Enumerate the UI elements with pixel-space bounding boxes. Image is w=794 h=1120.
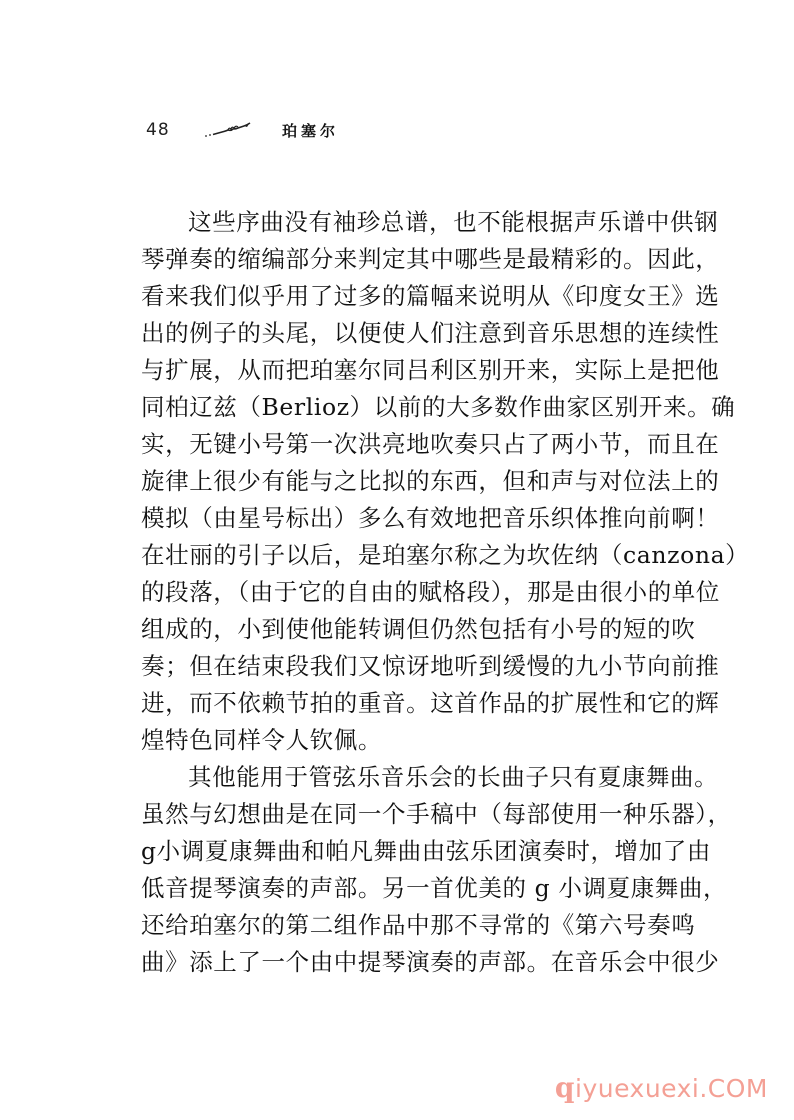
page-header: [146, 116, 339, 144]
text-line: g小调夏康舞曲和帕凡舞曲由弦乐团演奏时，增加了由: [141, 837, 711, 865]
running-title: 珀塞尔: [282, 121, 340, 140]
text-line: 这些序曲没有袖珍总谱，也不能根据声乐谱中供钢: [188, 208, 719, 236]
text-line: 旋律上很少有能与之比拟的东西，但和声与对位法上的: [141, 467, 720, 495]
text-line: 在壮丽的引子以后，是珀塞尔称之为坎佐纳（canzona）: [141, 541, 750, 569]
text-line: 琴弹奏的缩编部分来判定其中哪些是最精彩的。因此，: [141, 245, 720, 273]
text-line: 低音提琴演奏的声部。另一首优美的 g 小调夏康舞曲，: [141, 874, 728, 902]
page-number: 48: [146, 120, 170, 140]
pen-flourish-icon: [204, 122, 252, 138]
text-line: 出的例子的头尾，以便使人们注意到音乐思想的连续性: [141, 319, 720, 347]
text-line: 其他能用于管弦乐音乐会的长曲子只有夏康舞曲。: [188, 763, 719, 791]
watermark-logo-letter: q: [554, 1071, 575, 1104]
text-line: 与扩展，从而把珀塞尔同吕利区别开来，实际上是把他: [141, 356, 720, 384]
text-line: 进，而不依赖节拍的重音。这首作品的扩展性和它的辉: [141, 689, 720, 717]
body-text: [141, 204, 750, 981]
text-line: 看来我们似乎用了过多的篇幅来说明从《印度女王》选: [141, 282, 720, 310]
text-line: 组成的，小到使他能转调但仍然包括有小号的短的吹: [141, 615, 696, 643]
text-line: 实，无键小号第一次洪亮地吹奏只占了两小节，而且在: [141, 430, 720, 458]
text-line: 的段落，（由于它的自由的赋格段），那是由很小的单位: [141, 578, 720, 606]
text-line: 同柏辽兹（Berlioz）以前的大多数作曲家区别开来。确: [141, 393, 736, 421]
text-line: 模拟（由星号标出）多么有效地把音乐织体推向前啊！: [141, 504, 720, 532]
watermark-text: iyuexuexi.COM: [575, 1074, 768, 1103]
text-line: 奏；但在结束段我们又惊讶地听到缓慢的九小节向前推: [141, 652, 720, 680]
watermark: [555, 1071, 768, 1104]
text-line: 曲》添上了一个由中提琴演奏的声部。在音乐会中很少: [141, 948, 720, 976]
text-line: 还给珀塞尔的第二组作品中那不寻常的《第六号奏鸣: [141, 911, 696, 939]
text-line: 煌特色同样令人钦佩。: [141, 726, 382, 754]
text-line: 虽然与幻想曲是在同一个手稿中（每部使用一种乐器），: [141, 800, 732, 828]
